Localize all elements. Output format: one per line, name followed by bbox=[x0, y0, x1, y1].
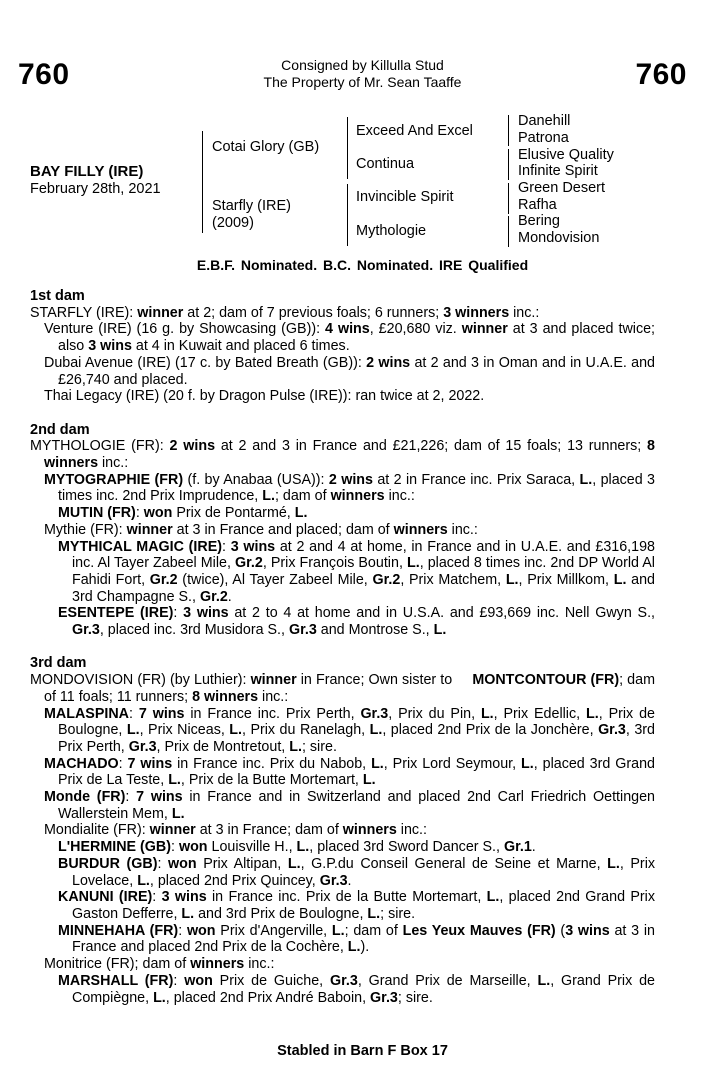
consignment bbox=[0, 57, 725, 91]
pedigree-bracket-3a bbox=[508, 115, 509, 146]
produce-record: Mondialite (FR): winner at 3 in France; dam of winners inc.: bbox=[44, 822, 427, 839]
produce-record: Monitrice (FR); dam of winners inc.: bbox=[44, 956, 275, 973]
pedigree-gen3-5: Green Desert bbox=[518, 180, 606, 196]
pedigree-bracket-3b bbox=[508, 149, 509, 180]
produce-record: MINNEHAHA (FR): won Prix d'Angerville, L.; dam of Les Yeux Mauves (FR) (3 wins at 3 in France and placed 2nd Prix de la Cochère, L.). bbox=[58, 922, 655, 956]
pedigree-dam-dam: Mythologie bbox=[356, 223, 427, 239]
pedigree-gen3-8: Mondovision bbox=[518, 230, 600, 246]
produce-record: Mythie (FR): winner at 3 in France and placed; dam of winners inc.: bbox=[44, 521, 478, 538]
stabling-info: Stabled in Barn F Box 17 bbox=[277, 1043, 448, 1059]
pedigree-dam-sire: Invincible Spirit bbox=[356, 189, 454, 205]
pedigree-sire: Cotai Glory (GB) bbox=[212, 139, 320, 155]
dam-record: MONDOVISION (FR) (by Luthier): winner in France; Own sister to MONTCONTOUR (FR); dam of 11 foals; 11 runners; 8 winners inc.: bbox=[30, 672, 655, 705]
consignor-line: Consigned by Killulla Stud bbox=[281, 57, 444, 73]
produce-record: MUTIN (FR): won Prix de Pontarmé, L. bbox=[58, 505, 308, 522]
produce-record: MYTOGRAPHIE (FR) (f. by Anabaa (USA)): 2 wins at 2 in France inc. Prix Saraca, L., placed 3 times inc. 2nd Prix Imprudence, L.; dam of winners inc.: bbox=[44, 471, 656, 505]
horse-name: BAY FILLY (IRE) bbox=[30, 163, 144, 180]
pedigree-bracket-1 bbox=[202, 131, 203, 233]
pedigree-bracket-3c bbox=[508, 183, 509, 214]
pedigree-bracket-2b bbox=[347, 184, 348, 246]
foaling-date: February 28th, 2021 bbox=[30, 181, 161, 197]
pedigree-gen3-7: Bering bbox=[518, 213, 560, 229]
produce-record: L'HERMINE (GB): won Louisville H., L., placed 3rd Sword Dancer S., Gr.1. bbox=[58, 839, 536, 856]
pedigree-gen3-1: Danehill bbox=[518, 113, 571, 129]
pedigree-bracket-2a bbox=[347, 117, 348, 179]
produce-record: MYTHICAL MAGIC (IRE): 3 wins at 2 and 4 at home, in France and in U.A.E. and £316,198 inc. Al Tayer Zabeel Mile, Gr.2, Prix François Boutin, L., placed 8 times inc. 2nd DP World Al Fahidi Fort, Gr.2 (twice), Al Tayer Zabeel Mile, Gr.2, Prix Matchem, L., Prix Millkom, L. and 3rd Champagne S., Gr.2. bbox=[58, 538, 656, 605]
pedigree-sire-sire: Exceed And Excel bbox=[356, 123, 473, 139]
dam-record: STARFLY (IRE): winner at 2; dam of 7 previous foals; 6 runners; 3 winners inc.: bbox=[30, 304, 540, 321]
produce-record: Venture (IRE) (16 g. by Showcasing (GB)): 4 wins, £20,680 viz. winner at 3 and placed twice; also 3 wins at 4 in Kuwait and placed 6 times. bbox=[44, 321, 656, 355]
produce-record: Monde (FR): 7 wins in France and in Switzerland and placed 2nd Carl Friedrich Oettingen Wallerstein Mem, L. bbox=[44, 789, 655, 822]
section-first-dam: 1st dam bbox=[30, 288, 85, 304]
section-second-dam: 2nd dam bbox=[30, 421, 90, 438]
pedigree-dam bbox=[212, 198, 291, 232]
pedigree-sire-dam: Continua bbox=[356, 156, 415, 172]
section-third-dam: 3rd dam bbox=[30, 655, 87, 672]
lot-number-left: 760 bbox=[18, 58, 70, 91]
pedigree-gen3-3: Elusive Quality bbox=[518, 147, 614, 163]
pedigree-gen3-6: Rafha bbox=[518, 197, 557, 213]
pedigree-bracket-3d bbox=[508, 216, 509, 247]
produce-record: MACHADO: 7 wins in France inc. Prix du Nabob, L., Prix Lord Seymour, L., placed 3rd Grand Prix de La Teste, L., Prix de la Butte Mortemart, L. bbox=[44, 755, 655, 789]
produce-record: BURDUR (GB): won Prix Altipan, L., G.P.du Conseil General de Seine et Marne, L., Prix Lovelace, L., placed 2nd Prix Quincey, Gr.3. bbox=[58, 855, 656, 889]
lot-number-right: 760 bbox=[635, 58, 687, 91]
nominations: E.B.F. Nominated. B.C. Nominated. IRE Qualified bbox=[196, 257, 529, 273]
produce-record: Dubai Avenue (IRE) (17 c. by Bated Breath (GB)): 2 wins at 2 and 3 in Oman and in U.A.E. and £26,740 and placed. bbox=[44, 354, 655, 388]
produce-record: Thai Legacy (IRE) (20 f. by Dragon Pulse (IRE)): ran twice at 2, 2022. bbox=[44, 388, 485, 405]
produce-record: MARSHALL (FR): won Prix de Guiche, Gr.3, Grand Prix de Marseille, L., Grand Prix de Compiègne, L., placed 2nd Prix André Baboin, Gr.3; sire. bbox=[58, 972, 655, 1006]
produce-record: ESENTEPE (IRE): 3 wins at 2 to 4 at home and in U.S.A. and £93,669 inc. Nell Gwyn S., Gr.3, placed inc. 3rd Musidora S., Gr.3 and Montrose S., L. bbox=[58, 605, 656, 639]
property-line: The Property of Mr. Sean Taaffe bbox=[263, 74, 462, 90]
pedigree-dam-year: (2009) bbox=[212, 215, 254, 231]
pedigree-gen3-2: Patrona bbox=[518, 130, 569, 146]
produce-record: MALASPINA: 7 wins in France inc. Prix Perth, Gr.3, Prix du Pin, L., Prix Edellic, L., Prix de Boulogne, L., Prix Niceas, L., Prix du Ranelagh, L., placed 2nd Prix de la Jonchère, Gr.3, 3rd Prix Perth, Gr.3, Prix de Montretout, L.; sire. bbox=[44, 705, 656, 755]
dam-record: MYTHOLOGIE (FR): 2 wins at 2 and 3 in France and £21,226; dam of 15 foals; 13 runners; 8 winners inc.: bbox=[30, 438, 655, 472]
produce-record: KANUNI (IRE): 3 wins in France inc. Prix de la Butte Mortemart, L., placed 2nd Grand Prix Gaston Defferre, L. and 3rd Prix de Boulogne, L.; sire. bbox=[58, 889, 655, 922]
pedigree-gen3-4: Infinite Spirit bbox=[518, 163, 598, 179]
catalogue-body bbox=[30, 288, 655, 1006]
pedigree-dam-name: Starfly (IRE) bbox=[212, 198, 291, 214]
